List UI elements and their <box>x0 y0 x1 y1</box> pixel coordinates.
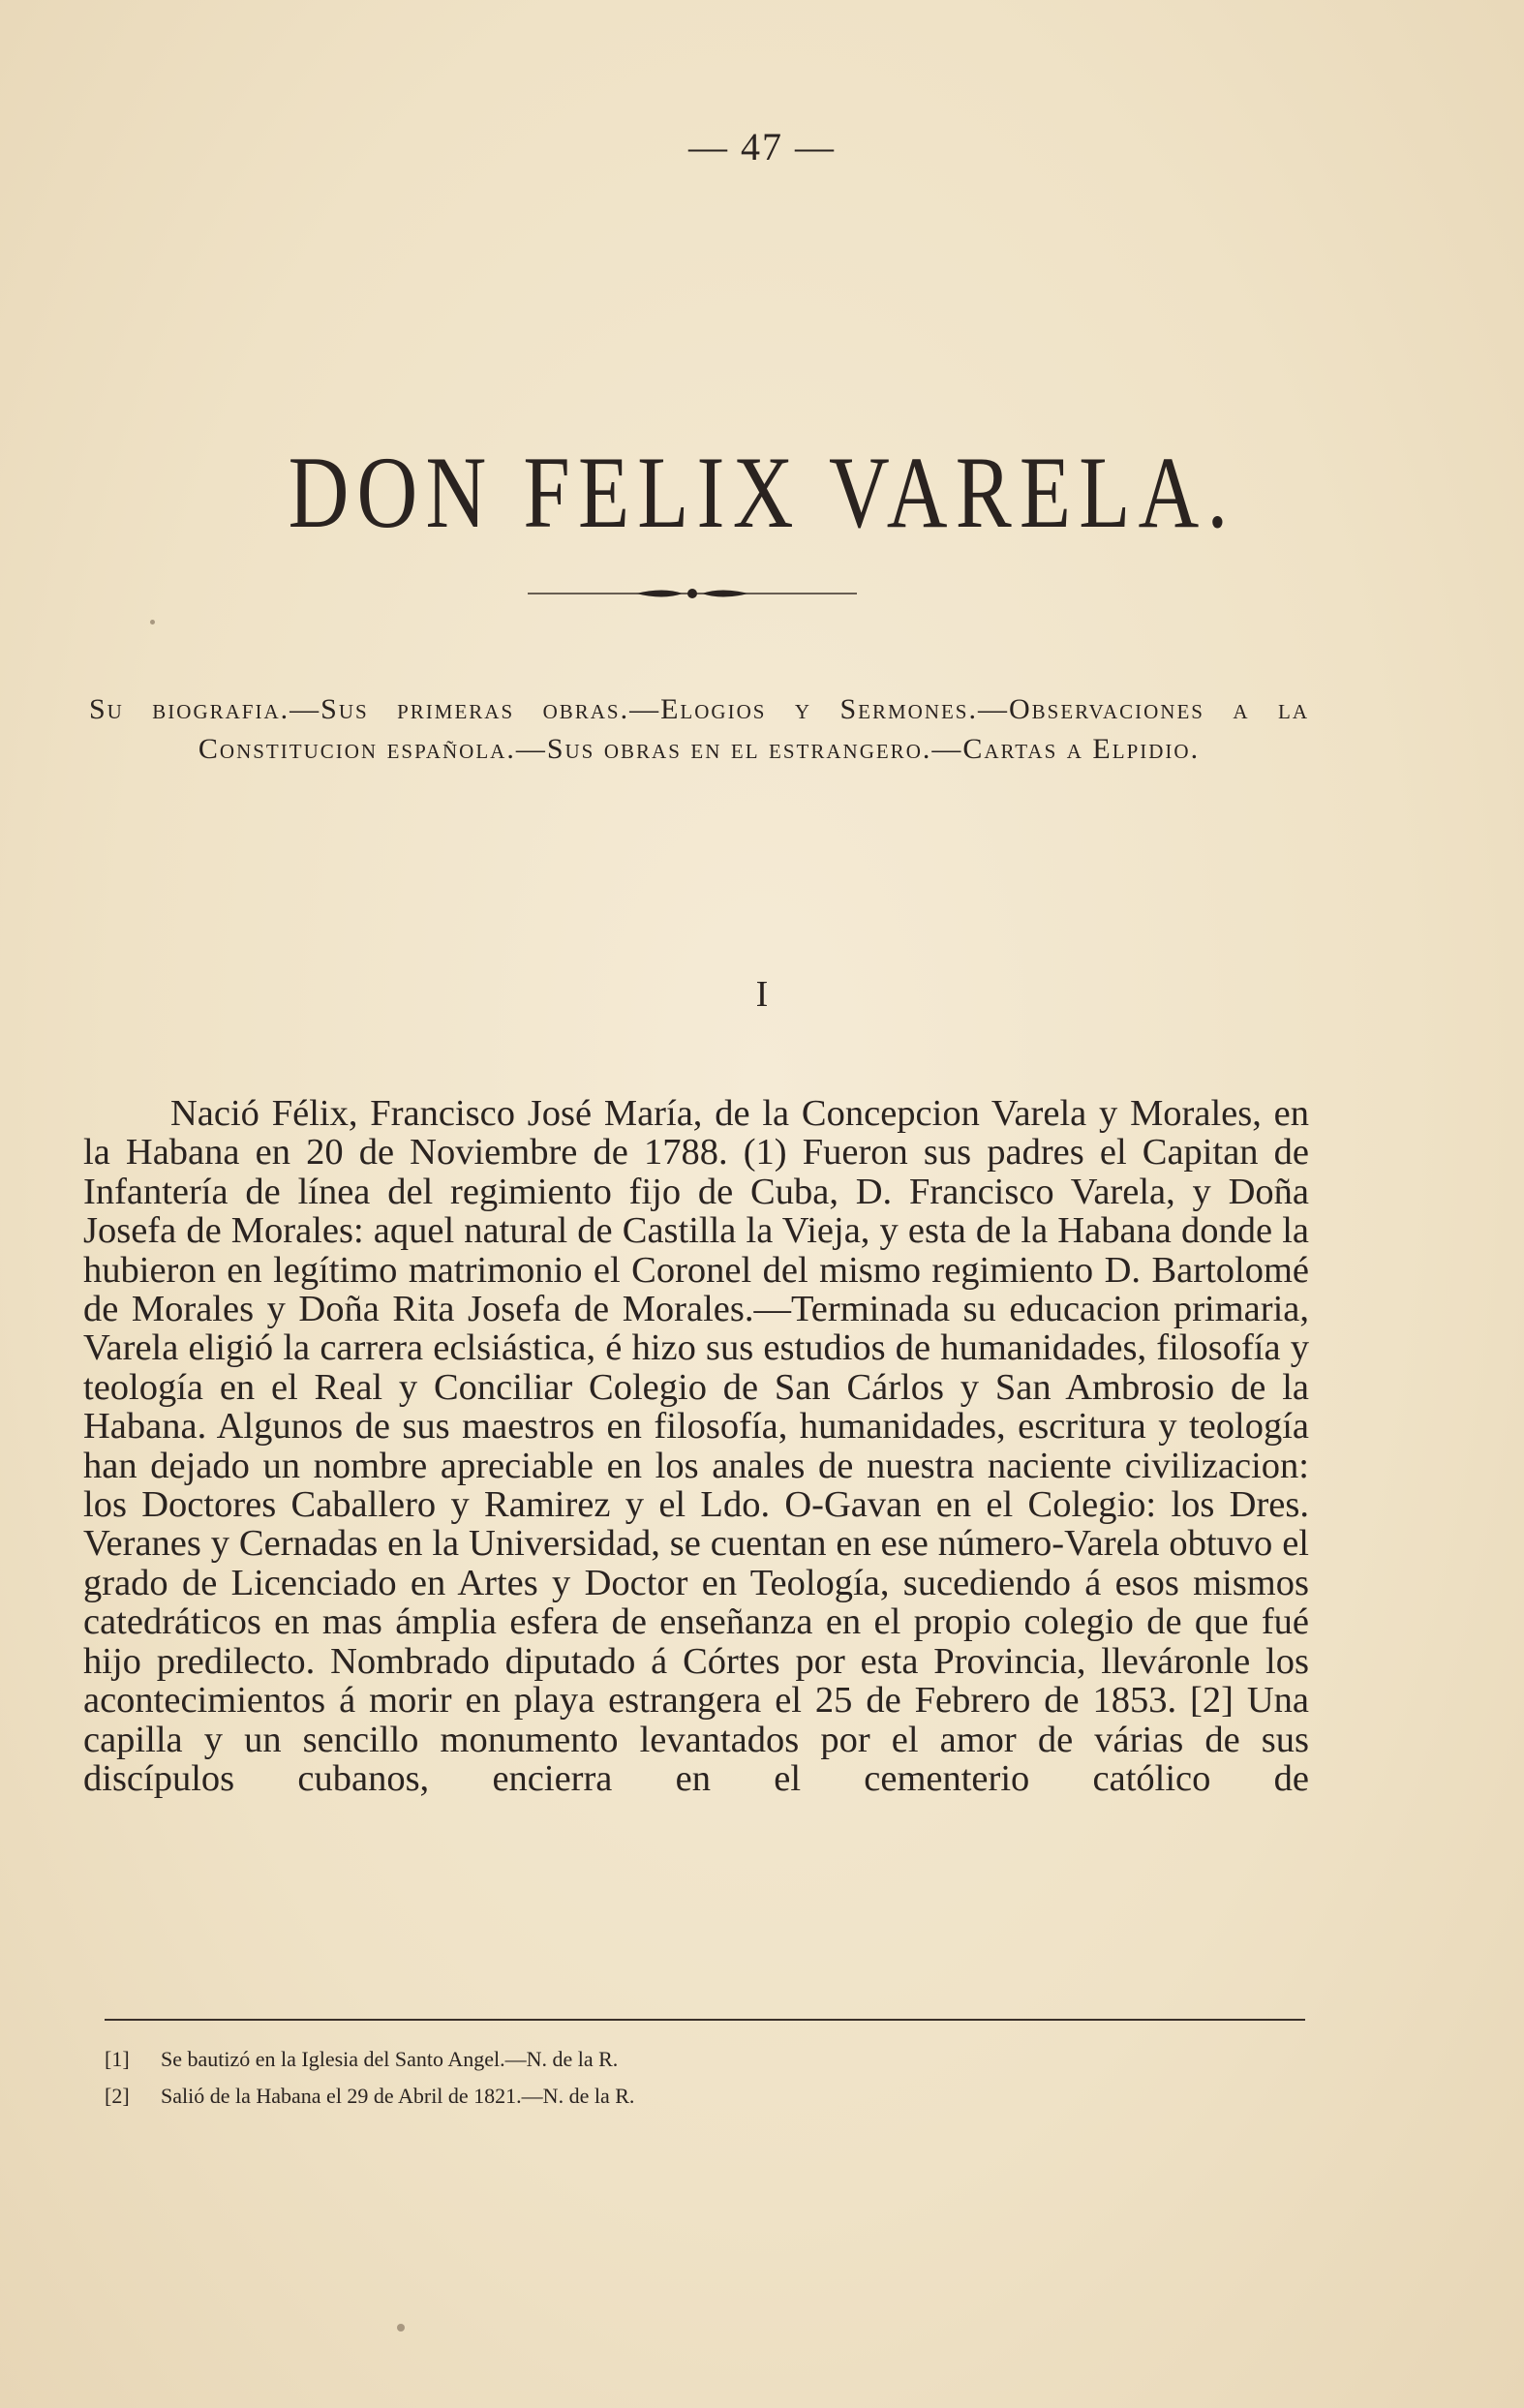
ornament-divider-icon <box>528 586 857 601</box>
footnote-rule <box>105 2019 1305 2021</box>
footnotes <box>105 2041 1170 2115</box>
footnote-2 <box>105 2078 1170 2115</box>
paper-speck <box>397 2324 405 2332</box>
footnote-mark: [2] <box>105 2084 130 2108</box>
footnote-text: Salió de la Habana el 29 de Abril de 1821.—N. de la R. <box>161 2084 635 2108</box>
page-number: — 47 — <box>688 125 836 168</box>
footnote-mark: [1] <box>105 2047 130 2071</box>
section-numeral: I <box>755 974 769 1015</box>
footnote-text: Se bautizó en la Iglesia del Santo Angel.—N. de la R. <box>161 2047 619 2071</box>
footnote-1 <box>105 2041 1170 2078</box>
body-paragraph: Nació Félix, Francisco José María, de la Concepcion Varela y Morales, en la Habana en 20 de Noviembre de 1788. (1) Fueron sus padres el Capitan de Infantería de línea del regimiento fijo de Cuba, D. Francisco Varela, y Doña Josefa de Morales: aquel natural de Castilla la Vieja, y esta de la Habana donde la hubieron en legítimo matrimonio el Coronel del mismo regimiento D. Bartolomé de Morales y Doña Rita Josefa de Morales.—Terminada su educacion primaria, Varela eligió la carrera eclsiástica, é hizo sus estudios de humanidades, filosofía y teología en el Real y Conciliar Colegio de San Cárlos y San Ambrosio de la Habana. Algunos de sus maestros en filosofía, humanidades, escritura y teología han dejado un nombre apreciable en los anales de nuestra naciente civilizacion: los Doctores Caballero y Ramirez y el Ldo. O-Gavan en el Colegio: los Dres. Veranes y Cernadas en la Universidad, se cuentan en ese número-Varela obtuvo el grado de Licenciado en Artes y Doctor en Teología, sucediendo á esos mismos catedráticos en mas ámplia esfera de enseñanza en el propio colegio de que fué hijo predilecto. Nombrado diputado á Córtes por esta Provincia, lleváronle los acontecimientos á morir en playa estrangera el 25 de Febrero de 1853. [2] Una capilla y un sencillo monumento levantados por el amor de várias de sus discípulos cubanos, encierra en el cementerio católico de <box>83 1093 1309 1799</box>
chapter-summary: Su biografia.—Sus primeras obras.—Elogios y Sermones.—Observaciones a la Constitucion española.—Sus obras en el estrangero.—Cartas a Elpidio. <box>89 693 1309 765</box>
chapter-title: DON FELIX VARELA. <box>288 436 1236 550</box>
paper-speck <box>150 620 155 625</box>
